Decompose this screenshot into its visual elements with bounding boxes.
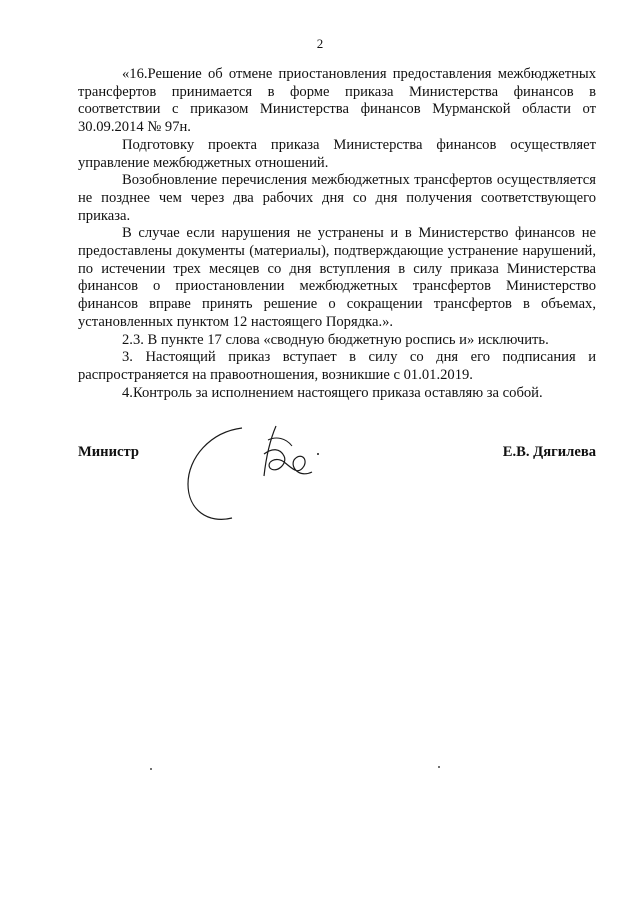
scan-speck bbox=[438, 766, 440, 768]
paragraph-project-preparation: Подготовку проекта приказа Министерства финансов осуществляет управление межбюджетных отношений. bbox=[78, 136, 596, 171]
handwritten-signature bbox=[180, 418, 340, 528]
paragraph-clause-16: «16.Решение об отмене приостановления предоставления межбюджетных трансфертов принимается в форме приказа Министерства финансов в соответствии с приказом Министерства финансов Мурманской области от 30.09.2014 № 97н. bbox=[78, 66, 596, 136]
scan-speck bbox=[150, 768, 152, 770]
document-body bbox=[78, 66, 596, 402]
paragraph-violations: В случае если нарушения не устранены и в Министерство финансов не предоставлены документы (материалы), подтверждающие устранение нарушений, по истечении трех месяцев со дня вступления в силу приказа Министерства финансов о приостановлении межбюджетных трансфертов Министерство финансов вправе принять решение о сокращении трансфертов в объемах, установленных пунктом 12 настоящего Порядка.». bbox=[78, 225, 596, 330]
paragraph-item-2-3: 2.3. В пункте 17 слова «сводную бюджетную роспись и» исключить. bbox=[122, 331, 549, 348]
position-title: Министр bbox=[78, 444, 139, 460]
paragraph-resumption: Возобновление перечисления межбюджетных трансфертов осуществляется не позднее чем через два рабочих дня со дня получения соответствующего приказа. bbox=[78, 172, 596, 224]
paragraph-item-3: 3. Настоящий приказ вступает в силу со дня его подписания и распространяется на правоотношения, возникшие с 01.01.2019. bbox=[78, 349, 596, 383]
page-number: 2 bbox=[316, 36, 324, 51]
signatory-name: Е.В. Дягилева bbox=[502, 444, 596, 460]
paragraph-item-4: 4.Контроль за исполнением настоящего приказа оставляю за собой. bbox=[122, 384, 543, 401]
